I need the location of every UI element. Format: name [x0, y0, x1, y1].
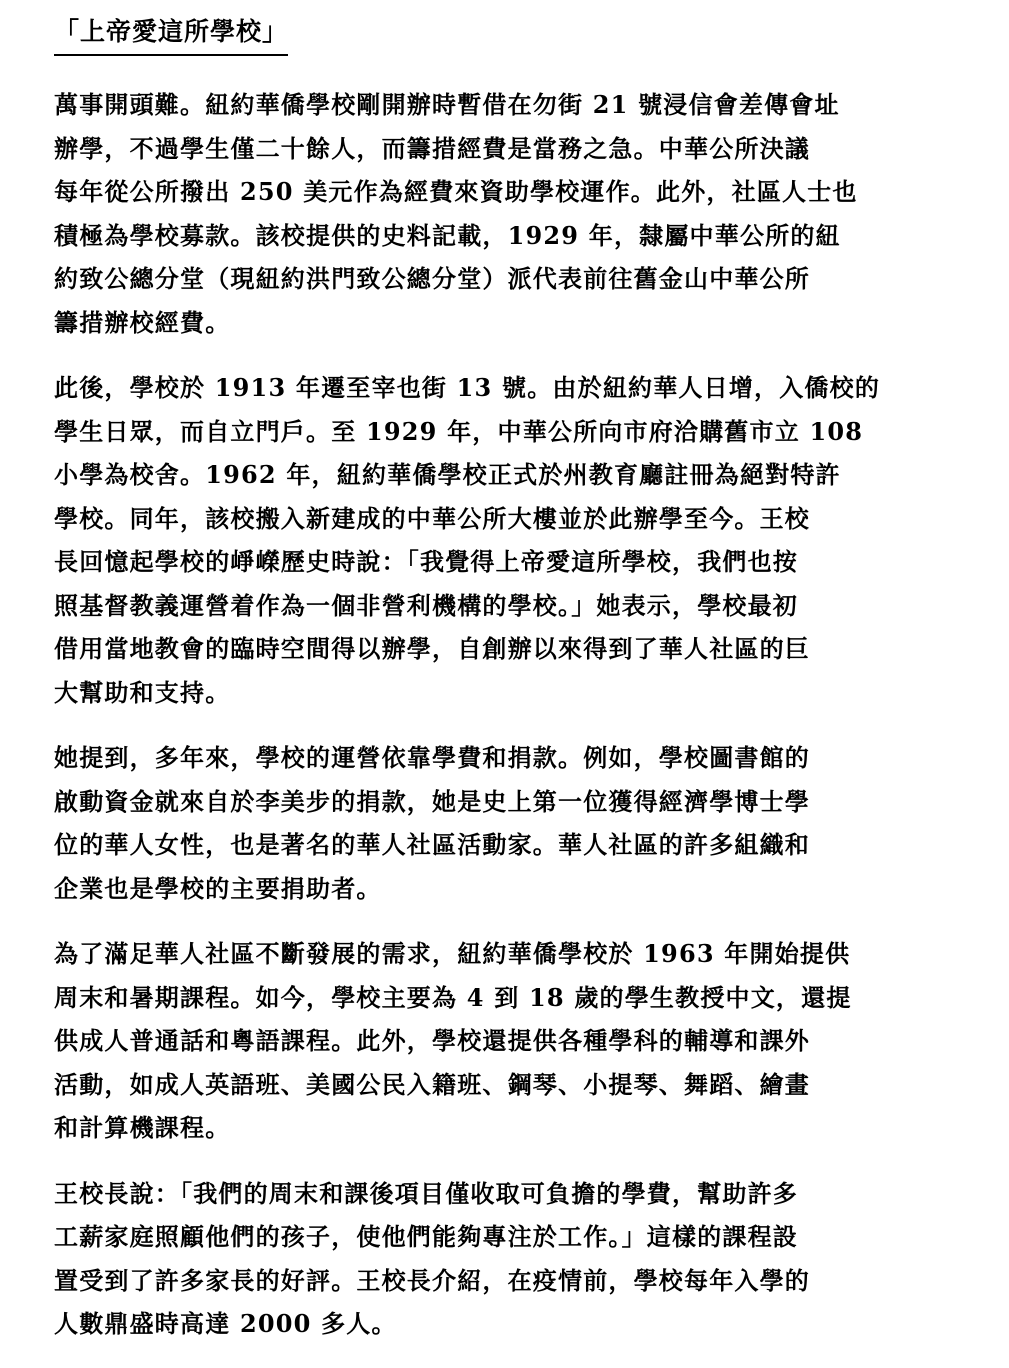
text-line: 位的華人女性，也是著名的華人社區活動家。華人社區的許多組織和: [54, 830, 810, 859]
text-line: 王校長說：「我們的周末和課後項目僅收取可負擔的學費，幫助許多: [54, 1178, 798, 1208]
text-line: 籌措辦校經費。: [54, 307, 231, 337]
text-line: 活動，如成人英語班、美國公民入籍班、鋼琴、小提琴、舞蹈、繪畫: [54, 1069, 810, 1099]
text-line: 萬事開頭難。紐約華僑學校剛開辦時暫借在勿街 21 號浸信會差傳會址: [54, 90, 840, 119]
text-line: 長回憶起學校的崢嶸歷史時說：「我覺得上帝愛這所學校，我們也按: [54, 547, 798, 576]
text-line: 她提到，多年來，學校的運營依靠學費和捐款。例如，學校圖書館的: [54, 743, 810, 772]
text-line: 置受到了許多家長的好評。王校長介紹，在疫情前，學校每年入學的: [54, 1265, 810, 1295]
text-line: 小學為校舍。1962 年，紐約華僑學校正式於州教育廳註冊為絕對特許: [54, 460, 841, 489]
text-line: 企業也是學校的主要捐助者。: [54, 873, 382, 903]
text-line: 每年從公所撥出 250 美元作為經費來資助學校運作。此外，社區人士也: [54, 177, 858, 206]
text-line: 照基督教義運營着作為一個非營利機構的學校。」她表示，學校最初: [54, 590, 798, 620]
paragraph-2: [54, 366, 954, 714]
text-line: 約致公總分堂（現紐約洪門致公總分堂）派代表前往舊金山中華公所: [54, 264, 810, 293]
text-line: 大幫助和支持。: [54, 677, 231, 707]
text-line: 學校。同年，該校搬入新建成的中華公所大樓並於此辦學至今。王校: [54, 503, 810, 533]
paragraph-4: [54, 932, 954, 1150]
paragraph-1: [54, 83, 954, 344]
text-line: 此後，學校於 1913 年遷至宰也街 13 號。由於紐約華人日增，入僑校的: [54, 373, 881, 402]
text-line: 人數鼎盛時高達 2000 多人。: [54, 1309, 397, 1338]
paragraph-3: [54, 736, 954, 910]
text-line: 借用當地教會的臨時空間得以辦學，自創辦以來得到了華人社區的巨: [54, 634, 810, 663]
text-line: 周末和暑期課程。如今，學校主要為 4 到 18 歲的學生教授中文，還提: [54, 982, 852, 1012]
text-line: 辦學，不過學生僅二十餘人，而籌措經費是當務之急。中華公所決議: [54, 133, 810, 163]
paragraph-5: [54, 1172, 954, 1346]
article: [54, 10, 954, 1368]
text-line: 供成人普通話和粵語課程。此外，學校還提供各種學科的輔導和課外: [54, 1026, 810, 1055]
text-line: 工薪家庭照顧他們的孩子，使他們能夠專注於工作。」這樣的課程設: [54, 1222, 798, 1251]
text-line: 啟動資金就來自於李美步的捐款，她是史上第一位獲得經濟學博士學: [54, 786, 810, 816]
section-title: 「上帝愛這所學校」: [54, 10, 288, 56]
text-line: 學生日眾，而自立門戶。至 1929 年，中華公所向市府洽購舊市立 108: [54, 416, 864, 446]
text-line: 積極為學校募款。該校提供的史料記載，1929 年，隸屬中華公所的紐: [54, 220, 841, 250]
text-line: 為了滿足華人社區不斷發展的需求，紐約華僑學校於 1963 年開始提供: [54, 939, 851, 968]
text-line: 和計算機課程。: [54, 1113, 231, 1142]
